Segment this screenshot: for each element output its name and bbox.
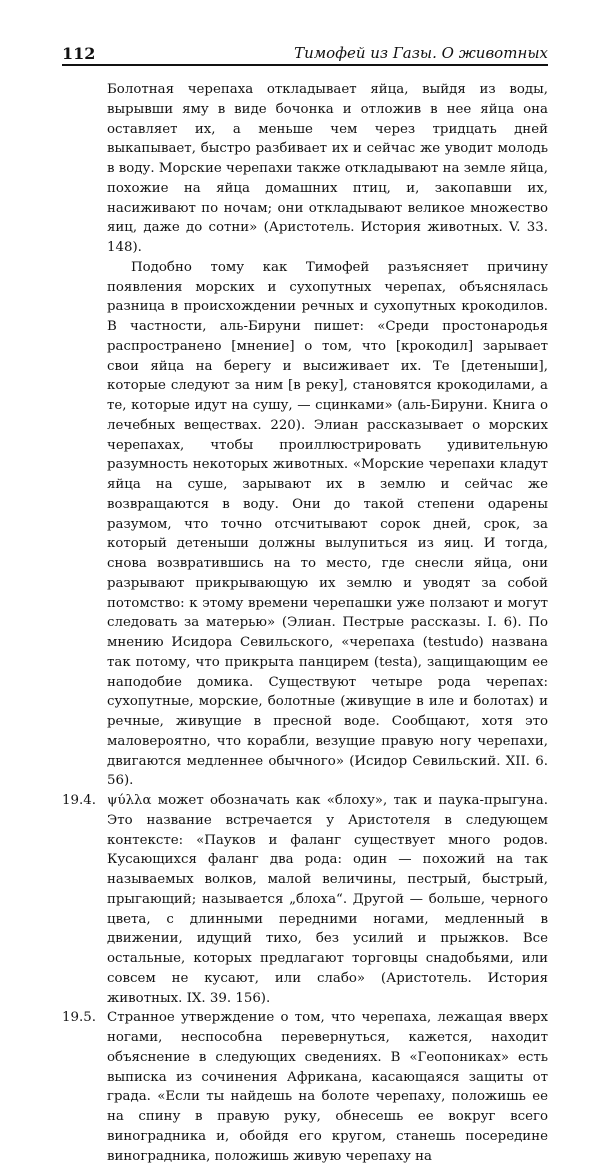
note-number: 19.4. bbox=[62, 793, 96, 808]
running-title: Тимофей из Газы. О животных bbox=[294, 44, 548, 62]
page-header bbox=[62, 44, 548, 66]
note-text: ψύλλα может обозначать как «блоху», так и паука-прыгуна. Это название встречается у Аристотеля в следующем контексте: «Пауков и фаланг существует много родов. Кусающихся фаланг два рода: один — похожий на так называемых волков, малой величины, пестрый, быстрый, прыгающий; называется „блоха“. Другой — больше, черного цвета, с длинными передними ногами, медленный в движении, идущий тихо, без усилий и прыжков. Все остальные, которых предлагают торговцы снадобьями, или совсем не кусают, или слабо» (Аристотель. История животных. IX. 39. 156). bbox=[107, 793, 548, 1006]
continued-paragraph: Болотная черепаха откладывает яйца, выйдя из воды, вырывши яму в виде бочонка и отложив в нее яйца она оставляет их, а меньше чем через тридцать дней выкапывает, быстро разбивает их и сейчас же уводит молодь в воду. Морские черепахи также откладывают на земле яйца, похожие на яйца домашних птиц, и, закопавши их, насиживают по ночам; они откладывают великое множество яиц, даже до сотни» (Аристотель. История животных. V. 33. 148). bbox=[107, 82, 548, 255]
note-text: Странное утверждение о том, что черепаха, лежащая вверх ногами, неспособна перевернуться, кажется, находит объяснение в следующих сведениях. В «Геопониках» есть выписка из сочинения Африкана, касающаяся защиты от града. «Если ты найдешь на болоте черепаху, положишь ее на спину в правую руку, обнесешь ее вокруг всего виноградника и, обойдя его кругом, станешь посередине виноградника, положишь живую черепаху на bbox=[107, 1010, 548, 1164]
page-number: 112 bbox=[62, 44, 96, 63]
note-entry-19-4 bbox=[62, 791, 548, 1008]
note-entry-19-5 bbox=[62, 1008, 548, 1166]
page-body bbox=[62, 80, 548, 1166]
note-number: 19.5. bbox=[62, 1010, 96, 1026]
crocodile-paragraph: Подобно тому как Тимофей разъясняет причину появления морских и сухопутных черепах, объяснялась разница в происхождении речных и сухопутных крокодилов. В частности, аль-Бируни пишет: «Среди простонародья распространено [мнение] о том, что [крокодил] зарывает свои яйца на берегу и высиживает их. Те [детеныши], которые следуют за ним [в реку], становятся крокодилами, а те, которые идут на сушу, — сцинками» (аль-Бируни. Книга о лечебных веществах. 220). Элиан рассказывает о морских черепахах, чтобы проиллюстрировать удивительную разумность некоторых животных. «Морские черепахи кладут яйца на суше, зарывают их в землю и сейчас же возвращаются в воду. Они до такой степени одарены разумом, что точно отсчитывают сорок дней, срок, за который детеныши должны вылупиться из яиц. И тогда, снова возвратившись на то место, где снесли яйца, они разрывают прикрывающую их землю и уводят за собой потомство: к этому времени черепашки уже ползают и могут следовать за матерью» (Элиан. Пестрые рассказы. I. 6). По мнению Исидора Севильского, «черепаха (testudo) названа так потому, что прикрыта панцирем (testa), защищающим ее наподобие домика. Существуют четыре рода черепах: сухопутные, морские, болотные (живущие в иле и болотах) и речные, живущие в пресной воде. Сообщают, хотя это маловероятно, что корабли, везущие правую ногу черепахи, двигаются медленнее обычного» (Исидор Севильский. XII. 6. 56). bbox=[107, 259, 548, 789]
